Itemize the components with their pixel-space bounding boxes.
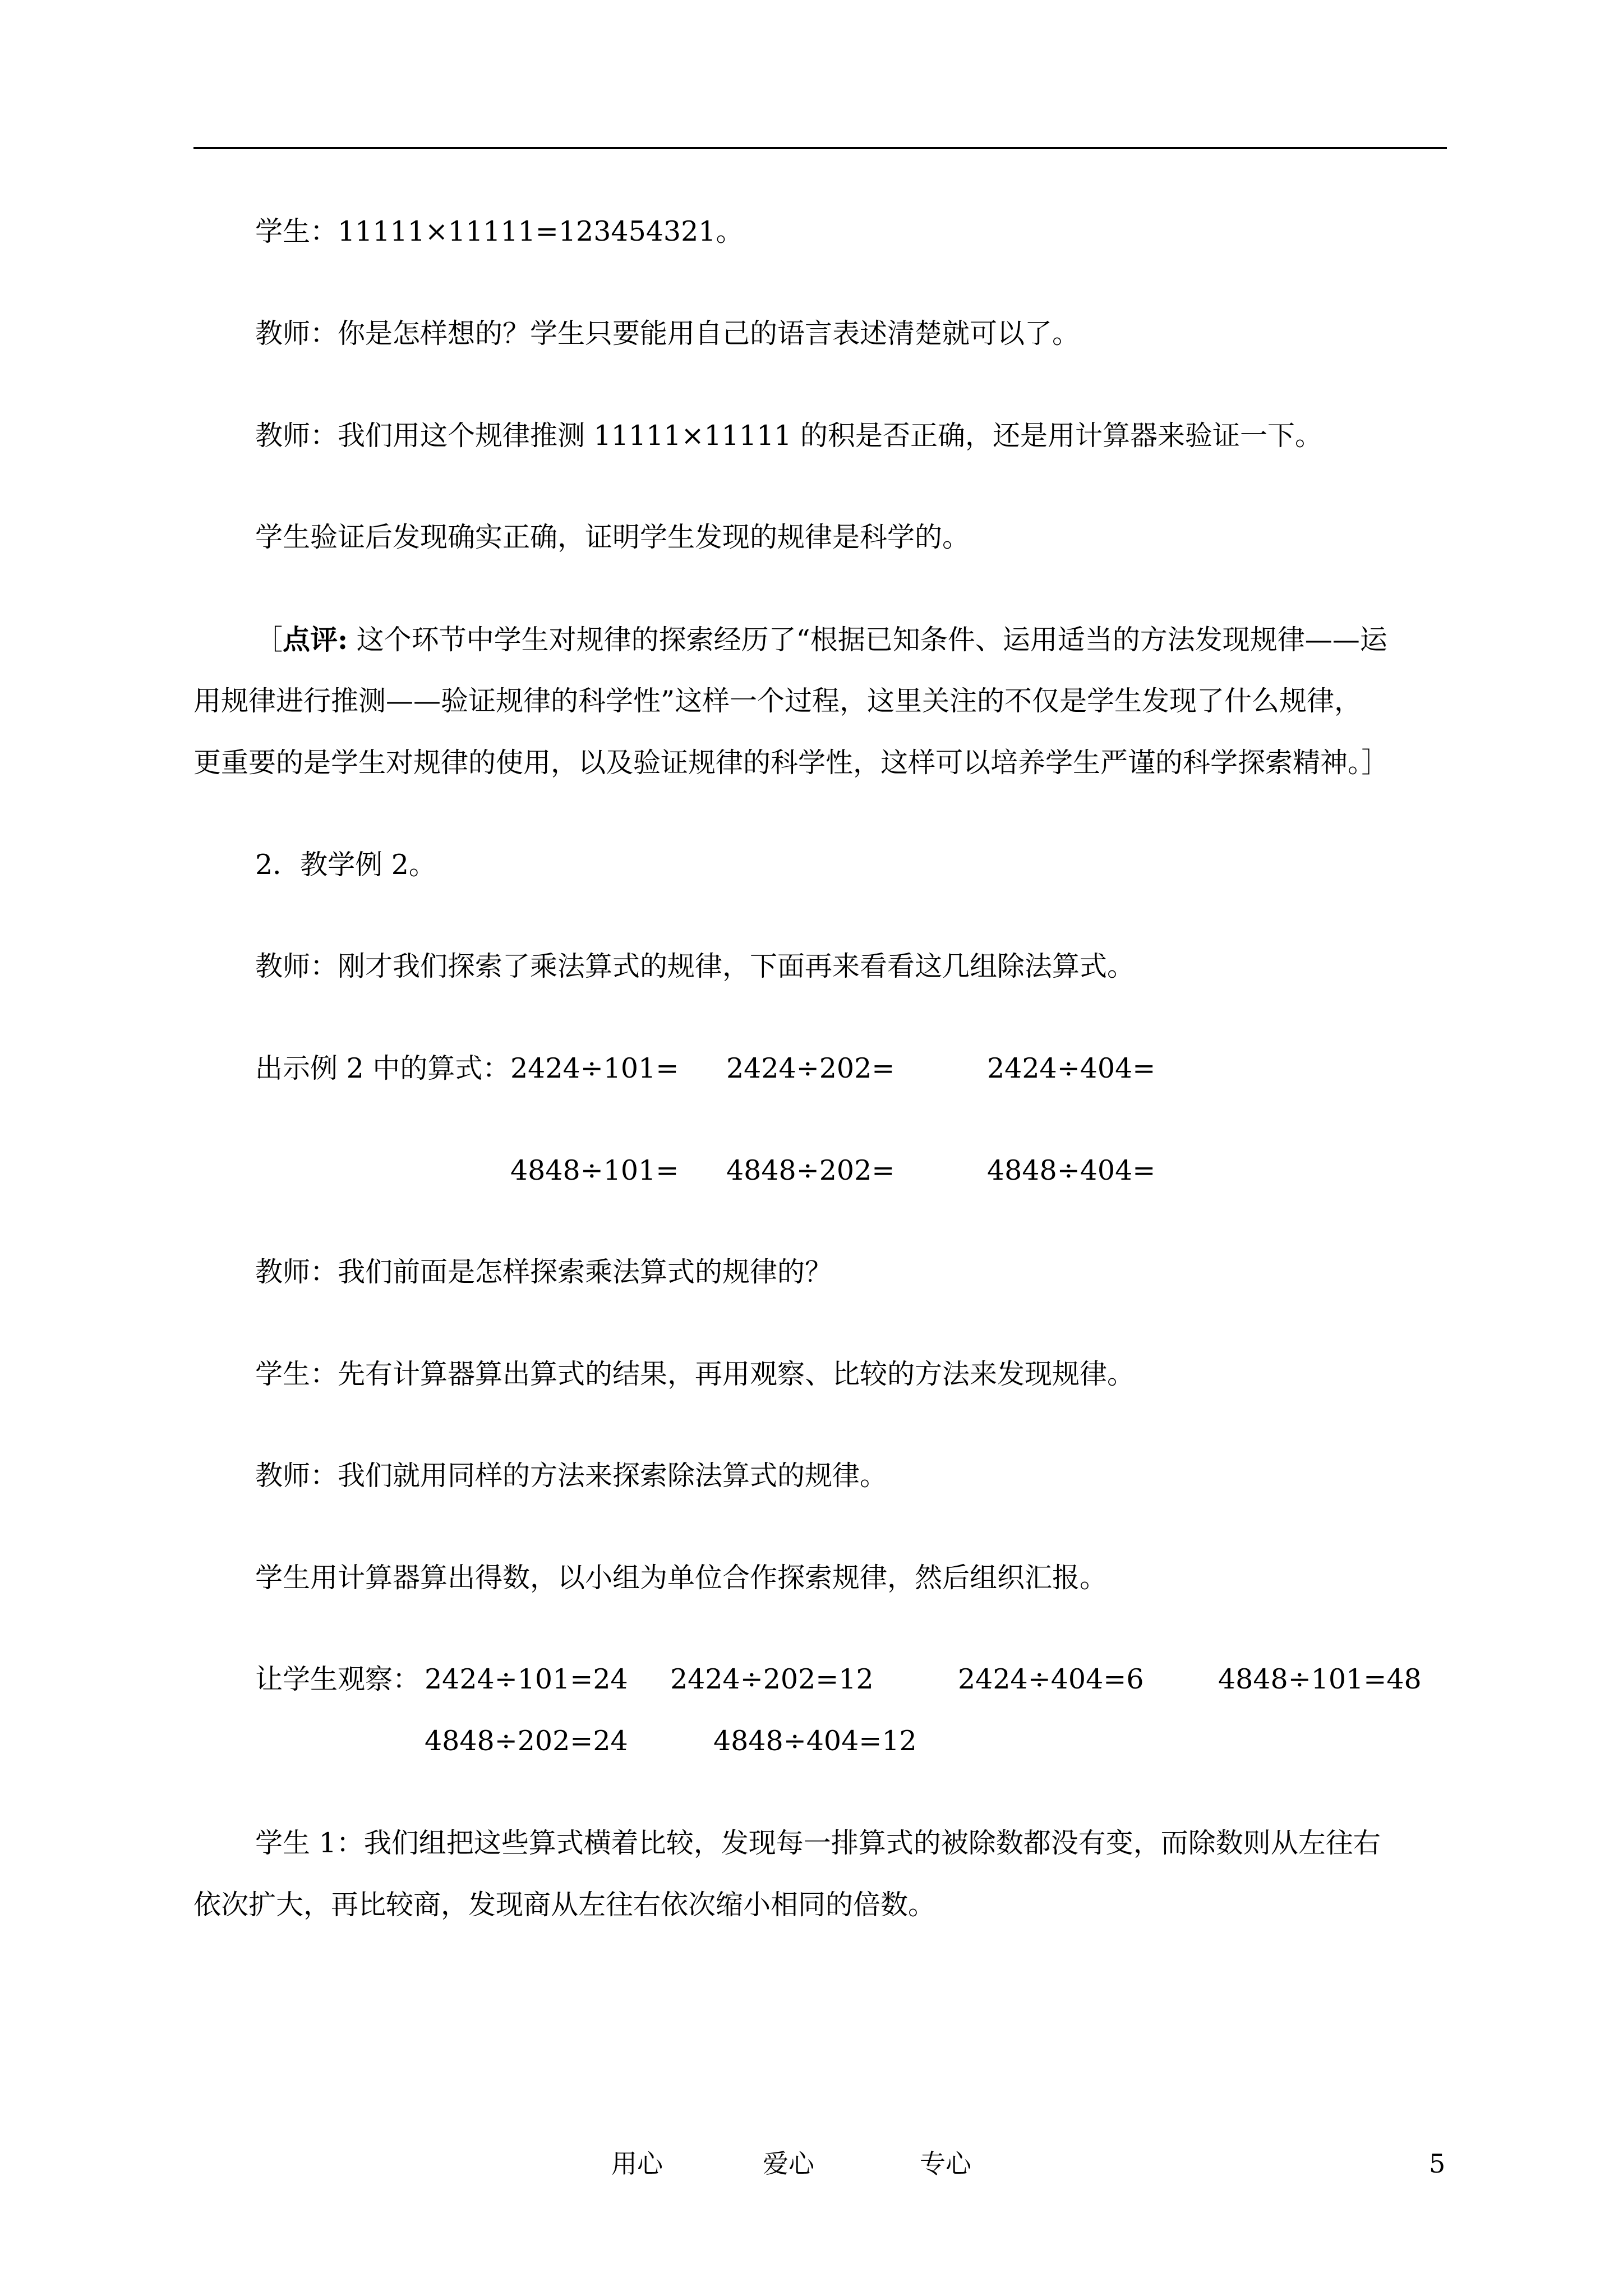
comment-line-2: 用规律进行推测——验证规律的科学性”这样一个过程，这里关注的不仅是学生发现了什么规律，	[193, 685, 1362, 717]
observe-expr: 2424÷202=12	[670, 1663, 874, 1695]
example-expr: 2424÷404=	[987, 1052, 1156, 1084]
observe-expr: 4848÷101=48	[1218, 1663, 1422, 1695]
section-heading: 2．教学例 2。	[255, 849, 436, 881]
student-method-line: 学生：先有计算器算出算式的结果，再用观察、比较的方法来发现规律。	[255, 1358, 1135, 1390]
example-expr: 2424÷101=	[510, 1052, 679, 1084]
observe-expr: 2424÷404=6	[958, 1663, 1144, 1695]
comment-line-3: 更重要的是学生对规律的使用，以及验证规律的科学性，这样可以培养学生严谨的科学探索精神。］	[193, 747, 1389, 779]
example-expr: 4848÷202=	[726, 1154, 895, 1186]
student-answer-line: 学生：11111×11111=123454321。	[255, 215, 744, 247]
teacher-intro-line: 教师：刚才我们探索了乘法算式的规律，下面再来看看这几组除法算式。	[255, 950, 1135, 982]
student-activity-line: 学生用计算器算出得数，以小组为单位合作探索规律，然后组织汇报。	[255, 1562, 1108, 1594]
footer-motto-3: 专心	[920, 2148, 971, 2179]
teacher-question-line-2: 教师：我们前面是怎样探索乘法算式的规律的？	[255, 1256, 833, 1288]
footer-motto-2: 爱心	[763, 2148, 814, 2179]
student-verified-line: 学生验证后发现确实正确，证明学生发现的规律是科学的。	[255, 521, 970, 553]
observe-expr: 2424÷101=24	[425, 1663, 628, 1695]
observe-expr: 4848÷202=24	[425, 1725, 628, 1757]
comment-text-1: 这个环节中学生对规律的探索经历了“根据已知条件、运用适当的方法发现规律——运	[348, 624, 1387, 656]
example-expr: 2424÷202=	[726, 1052, 895, 1084]
observe-expr: 4848÷404=12	[713, 1725, 917, 1757]
example-label: 出示例 2 中的算式：	[255, 1052, 510, 1084]
student1-line-2: 依次扩大，再比较商，发现商从左往右依次缩小相同的倍数。	[193, 1889, 936, 1921]
footer-motto-1: 用心	[611, 2148, 663, 2179]
header-rule	[193, 147, 1447, 149]
comment-open-bracket: ［	[255, 624, 283, 656]
page-number: 5	[1429, 2148, 1446, 2179]
observe-label: 让学生观察：	[255, 1663, 421, 1695]
teacher-verify-line: 教师：我们用这个规律推测 11111×11111 的积是否正确，还是用计算器来验证一下。	[255, 420, 1322, 452]
comment-line-1	[255, 623, 1387, 657]
student1-line-1: 学生 1：我们组把这些算式横着比较，发现每一排算式的被除数都没有变，而除数则从左往右	[255, 1827, 1381, 1859]
example-expr: 4848÷101=	[510, 1154, 679, 1186]
comment-label: 点评:	[283, 623, 348, 656]
teacher-method-line: 教师：我们就用同样的方法来探索除法算式的规律。	[255, 1460, 888, 1492]
example-expr: 4848÷404=	[987, 1154, 1156, 1186]
teacher-question-line: 教师：你是怎样想的？学生只要能用自己的语言表述清楚就可以了。	[255, 318, 1080, 349]
